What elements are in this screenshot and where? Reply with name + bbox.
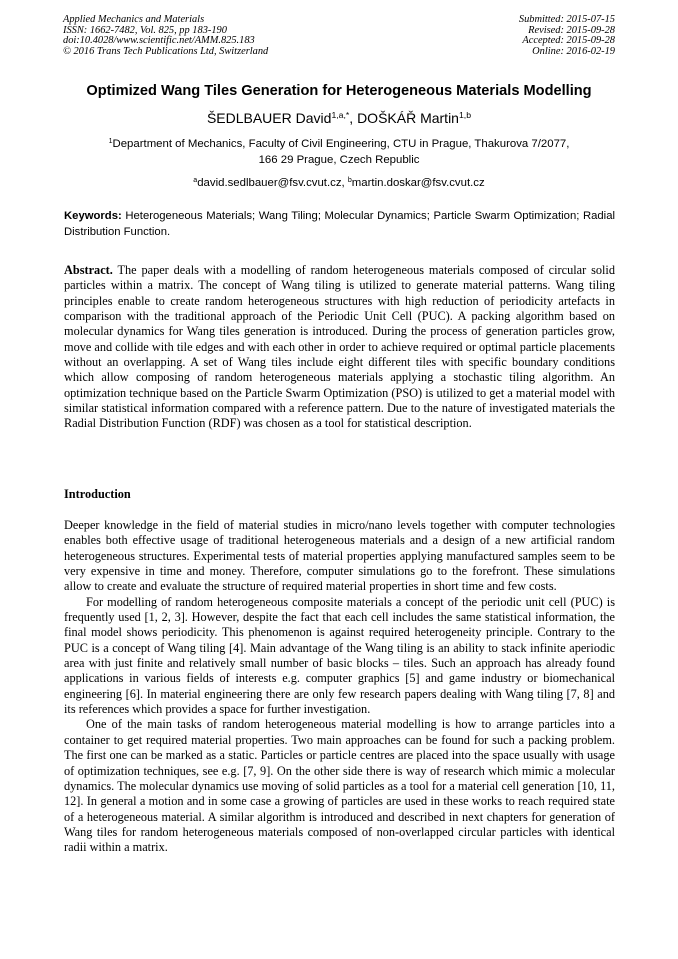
paper-title: Optimized Wang Tiles Generation for Heterogeneous Materials Modelling xyxy=(86,83,592,99)
journal-info xyxy=(63,15,268,57)
email-line xyxy=(0,177,678,189)
affiliation xyxy=(60,136,618,168)
author-separator: , xyxy=(349,110,354,126)
author-1-name: ŠEDLBAUER David xyxy=(206,110,332,126)
submitted-date: Submitted: 2015-07-15 xyxy=(518,14,615,25)
body-paragraph: Deeper knowledge in the field of material studies in micro/nano levels together with computer technologies enables both effective usage of traditional heterogeneous materials and a design of a new artificial random heterogeneous structures. Experimental tests of material properties applying manufactured samples seem to be very expensive in time and money. Therefore, computer simulations go to the forefront. These simulations allow to create and evaluate the structure of required material properties in short time and few costs. xyxy=(64,518,615,594)
author-1-marks: 1,a,* xyxy=(331,109,350,120)
affiliation-line-2: 166 29 Prague, Czech Republic xyxy=(258,154,420,166)
keywords-label: Keywords: xyxy=(64,210,122,222)
email-a-link[interactable]: david.sedlbauer@fsv.cvut.cz, xyxy=(197,177,345,189)
copyright-line: © 2016 Trans Tech Publications Ltd, Switzerland xyxy=(63,45,269,57)
body-paragraph: For modelling of random heterogeneous composite materials a concept of the periodic unit cell (PUC) is frequently used [1, 2, 3]. However, despite the fact that each cell includes the same statistical information, the final model shows periodicity. This phenomenon is against required heterogeneity principle. Contrary to the PUC is a concept of Wang tiling [4]. Main advantage of the Wang tiling is an ability to stack infinite aperiodic area with just finite and relatively small number of basic blocks – tiles. Such an approach has already found applications in various fields of interests e.g. computer graphics [5] and game industry or biomechanical engineering [6]. In material engineering there are only few research papers dealing with Wang tiling [7, 8] and its references which provides a space for further investigation. xyxy=(64,594,615,717)
email-a-mark: a xyxy=(193,176,198,184)
accepted-date: Accepted: 2015-09-28 xyxy=(522,35,615,47)
author-2-marks: 1,b xyxy=(458,109,472,120)
email-b-mark: b xyxy=(347,176,352,184)
author-2-name: DOŠKÁŘ Martin xyxy=(357,110,459,126)
abstract-label: Abstract. xyxy=(64,263,113,277)
submission-dates xyxy=(519,15,615,57)
abstract-block xyxy=(64,263,615,432)
journal-name: Applied Mechanics and Materials xyxy=(63,14,205,25)
email-b-link[interactable]: martin.doskar@fsv.cvut.cz xyxy=(351,177,485,189)
keywords-block xyxy=(64,209,615,240)
affiliation-mark: 1 xyxy=(108,137,113,145)
issn-line: ISSN: 1662-7482, Vol. 825, pp 183-190 xyxy=(63,24,227,36)
section-heading-introduction: Introduction xyxy=(64,487,131,501)
keywords-text: Heterogeneous Materials; Wang Tiling; Molecular Dynamics; Particle Swarm Optimization; Radial Distribution Function. xyxy=(64,210,615,238)
online-date: Online: 2016-02-19 xyxy=(532,45,615,57)
introduction-body xyxy=(64,518,615,856)
body-paragraph: One of the main tasks of random heterogeneous material modelling is how to arrange particles into a container to get required material properties. Two main approaches can be found for such a packing problem. The first one can be marked as a static. Particles or particle centres are placed into the space usually with usage of optimization techniques, see e.g. [7, 9]. On the other side there is way of research which mimic a molecular dynamics. The molecular dynamics use moving of solid particles as a tool for a material cell generation [10, 11, 12]. In general a motion and in some case a growing of particles are used in these works to reach required state of a heterogeneous material. A similar algorithm is introduced and described in next chapters for generation of Wang tiles for random heterogeneous materials composed of non-overlapped circular particles with identical radii within a matrix. xyxy=(64,717,615,855)
abstract-text: The paper deals with a modelling of random heterogeneous materials composed of circular solid particles within a matrix. The concept of Wang tiling is utilized to generate material patterns. Wang tiling principles enable to create random heterogeneous structures with high reduction of periodicity artefacts in comparison with the traditional approach of the Periodic Unit Cell (PUC). A packing algorithm based on molecular dynamics for Wang tiles generation is introduced. During the process of generation particles grow, move and collide with tile edges and with each other in order to achieve required or optimal particle placements without an overlapping. A set of Wang tiles include eight different tiles with specific boundary conditions which allow composing of random heterogeneous materials applying a stochastic tiling algorithm. An optimization technique based on the Particle Swarm Optimization (PSO) is utilized to get a material model with similar statistical information compared with a reference pattern. Due to the nature of investigated materials the Radial Distribution Function (RDF) was chosen as a tool for statistical description. xyxy=(64,263,615,431)
doi-line[interactable]: doi:10.4028/www.scientific.net/AMM.825.183 xyxy=(63,35,255,47)
author-line xyxy=(0,110,678,126)
revised-date: Revised: 2015-09-28 xyxy=(528,24,615,36)
affiliation-line-1: Department of Mechanics, Faculty of Civil Engineering, CTU in Prague, Thakurova 7/2077, xyxy=(112,138,570,150)
